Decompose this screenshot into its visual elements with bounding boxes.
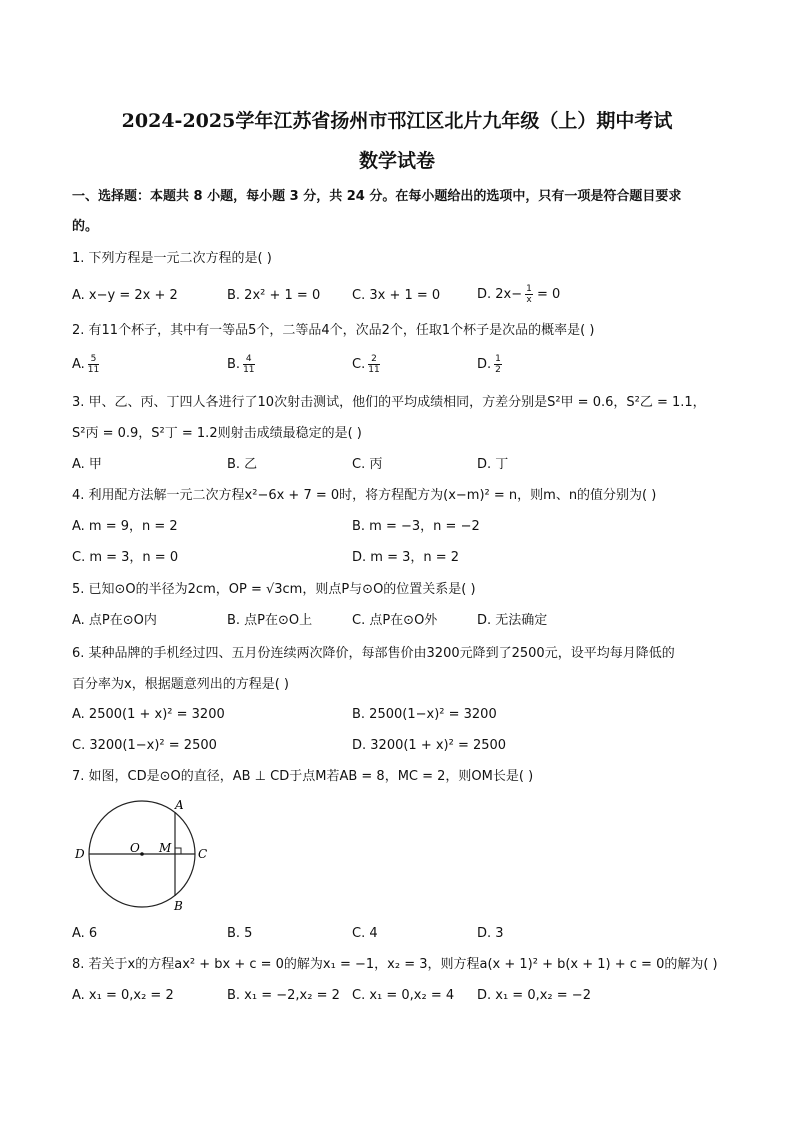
center-point-o xyxy=(140,852,144,856)
section-instructions-line1: 一、选择题：本题共 8 小题，每小题 3 分，共 24 分。在每小题给出的选项中，只有一项是符合题目要求 xyxy=(72,189,682,204)
question-5-option-c: C. 点P在⊙O外 xyxy=(352,613,438,628)
question-5-option-a: A. 点P在⊙O内 xyxy=(72,613,157,628)
option-d-prefix: D. 2x− xyxy=(477,287,523,302)
circle-diagram xyxy=(72,797,222,917)
fraction-denominator: 11 xyxy=(368,365,380,375)
question-4-option-b: B. m = −3，n = −2 xyxy=(352,519,480,534)
question-4-option-c: C. m = 3，n = 0 xyxy=(72,550,179,565)
question-3-stem-line2: S²丙 = 0.9，S²丁 = 1.2则射击成绩最稳定的是( ) xyxy=(72,426,362,441)
question-3-option-c: C. 丙 xyxy=(352,457,383,472)
question-6-option-c: C. 3200(1−x)² = 2500 xyxy=(72,738,217,753)
question-2-option-d xyxy=(477,354,502,375)
fraction xyxy=(243,354,254,375)
question-1-option-d xyxy=(477,284,560,305)
question-8-option-c: C. x₁ = 0,x₂ = 4 xyxy=(352,988,455,1003)
label-a: A xyxy=(175,798,184,812)
question-2-option-c xyxy=(352,354,380,375)
question-3-option-d: D. 丁 xyxy=(477,457,509,472)
section-instructions-line2: 的。 xyxy=(72,219,99,234)
fraction-denominator: 2 xyxy=(495,365,501,375)
fraction-numerator: 5 xyxy=(88,354,99,365)
fraction-numerator: 2 xyxy=(368,354,379,365)
fraction-numerator: 1 xyxy=(495,354,501,364)
label-m: M xyxy=(159,841,172,855)
question-7-option-a: A. 6 xyxy=(72,926,98,941)
question-3-stem-line1: 3. 甲、乙、丙、丁四人各进行了10次射击测试，他们的平均成绩相同，方差分别是S²甲 = 0.6，S²乙 = 1.1， xyxy=(72,395,706,410)
fraction-denominator: 11 xyxy=(243,365,255,375)
right-angle-mark xyxy=(175,848,181,854)
label-c: C xyxy=(198,847,208,861)
question-6-option-b: B. 2500(1−x)² = 3200 xyxy=(352,707,497,722)
option-label: D. xyxy=(477,357,492,372)
page-subtitle: 数学试卷 xyxy=(358,150,435,172)
question-8-stem: 8. 若关于x的方程ax² + bx + c = 0的解为x₁ = −1，x₂ = 3，则方程a(x + 1)² + b(x + 1) + c = 0的解为( ) xyxy=(72,957,718,972)
question-7-option-d: D. 3 xyxy=(477,926,504,941)
question-3-option-b: B. 乙 xyxy=(227,457,258,472)
fraction xyxy=(88,354,99,375)
question-2-stem: 2. 有11个杯子，其中有一等品5个，二等品4个，次品2个，任取1个杯子是次品的概率是( ) xyxy=(72,323,595,338)
page-title: 2024-2025学年江苏省扬州市邗江区北片九年级（上）期中考试 xyxy=(121,110,673,132)
option-label: B. xyxy=(227,357,241,372)
fraction xyxy=(494,354,502,375)
fraction xyxy=(525,284,533,305)
question-2-option-b xyxy=(227,354,255,375)
question-5-stem: 5. 已知⊙O的半径为2cm，OP = √3cm，则点P与⊙O的位置关系是( ) xyxy=(72,582,476,597)
question-5-option-b: B. 点P在⊙O上 xyxy=(227,613,313,628)
question-8-option-d: D. x₁ = 0,x₂ = −2 xyxy=(477,988,591,1003)
question-2-option-a xyxy=(72,354,99,375)
fraction-denominator: x xyxy=(526,295,532,305)
fraction-denominator: 11 xyxy=(87,365,100,375)
fraction xyxy=(368,354,379,375)
question-8-option-b: B. x₁ = −2,x₂ = 2 xyxy=(227,988,340,1003)
question-7-option-c: C. 4 xyxy=(352,926,378,941)
question-1-stem: 1. 下列方程是一元二次方程的是( ) xyxy=(72,251,272,266)
question-3-option-a: A. 甲 xyxy=(72,457,102,472)
question-8-option-a: A. x₁ = 0,x₂ = 2 xyxy=(72,988,174,1003)
option-d-suffix: = 0 xyxy=(532,287,561,302)
question-6-stem-line2: 百分率为x，根据题意列出的方程是( ) xyxy=(72,677,289,692)
label-o: O xyxy=(130,841,140,855)
question-7-stem: 7. 如图，CD是⊙O的直径，AB ⊥ CD于点M若AB = 8，MC = 2，则OM长是( ) xyxy=(72,769,534,784)
question-4-option-d: D. m = 3，n = 2 xyxy=(352,550,460,565)
label-d: D xyxy=(75,847,85,861)
label-b: B xyxy=(174,899,183,913)
fraction-numerator: 4 xyxy=(243,354,254,365)
question-1-option-a: A. x−y = 2x + 2 xyxy=(72,288,178,303)
question-1-option-c: C. 3x + 1 = 0 xyxy=(352,288,441,303)
fraction-numerator: 1 xyxy=(526,284,532,294)
question-6-option-a: A. 2500(1 + x)² = 3200 xyxy=(72,707,225,722)
option-label: C. xyxy=(352,357,366,372)
question-4-stem: 4. 利用配方法解一元二次方程x²−6x + 7 = 0时，将方程配方为(x−m)² = n，则m、n的值分别为( ) xyxy=(72,488,657,503)
question-6-option-d: D. 3200(1 + x)² = 2500 xyxy=(352,738,507,753)
option-label: A. xyxy=(72,357,85,372)
question-7-option-b: B. 5 xyxy=(227,926,253,941)
question-5-option-d: D. 无法确定 xyxy=(477,613,548,628)
question-1-option-b: B. 2x² + 1 = 0 xyxy=(227,288,321,303)
question-6-stem-line1: 6. 某种品牌的手机经过四、五月份连续两次降价，每部售价由3200元降到了2500元，设平均每月降低的 xyxy=(72,646,675,661)
question-4-option-a: A. m = 9，n = 2 xyxy=(72,519,178,534)
